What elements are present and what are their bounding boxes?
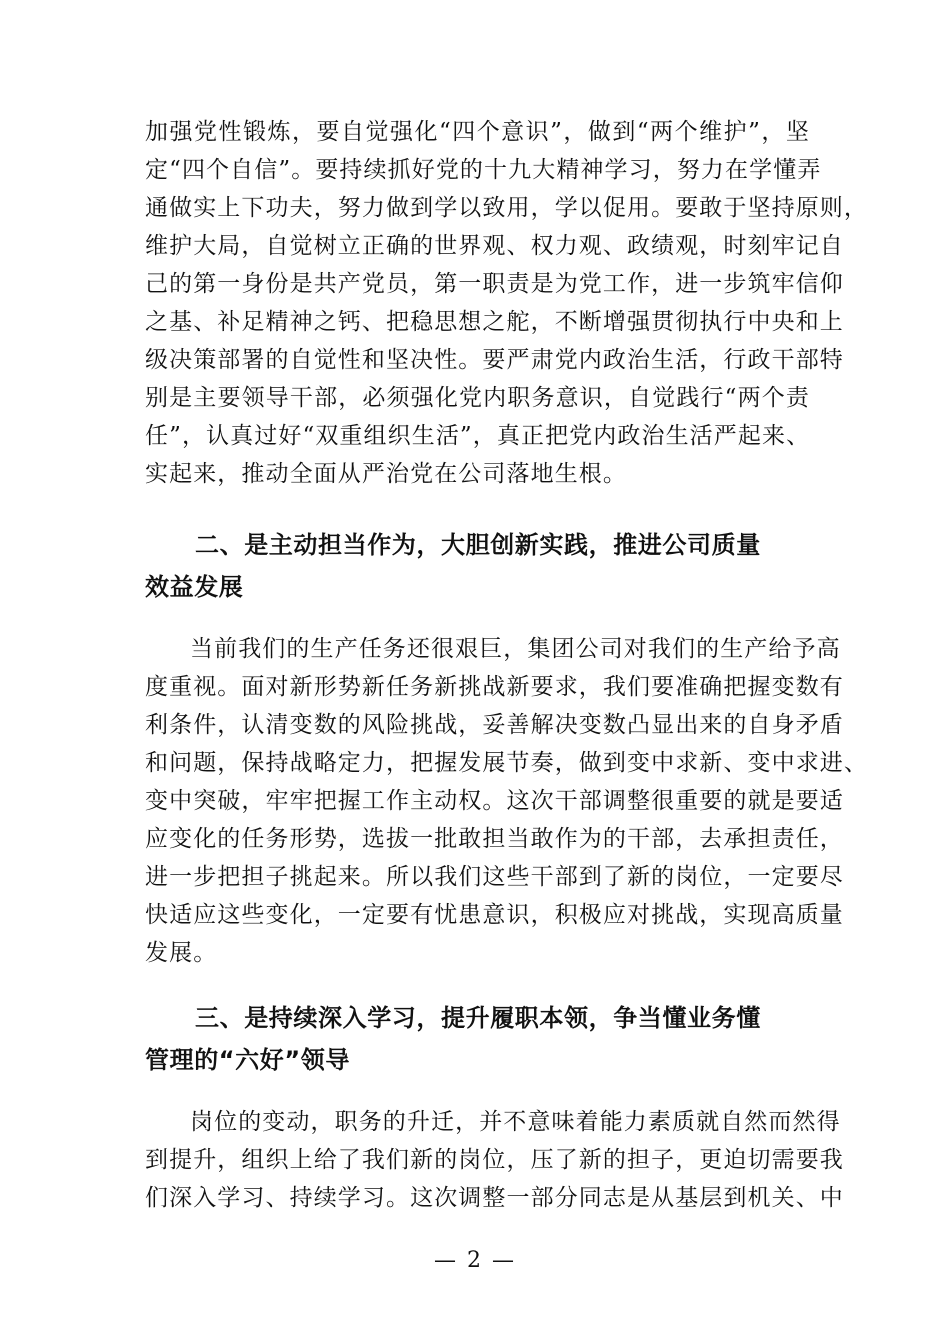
text-line: 己的第一身份是共产党员，第一职责是为党工作，进一步筑牢信仰 — [145, 271, 844, 297]
text-line: 度重视。面对新形势新任务新挑战新要求，我们要准确把握变数有 — [145, 674, 844, 700]
text-line: 和问题，保持战略定力，把握发展节奏，做到变中求新、变中求进、 — [145, 750, 868, 776]
text-line: 利条件，认清变数的风险挑战，妥善解决变数凸显出来的自身矛盾 — [145, 712, 844, 738]
text-line: 定“四个自信”。要持续抓好党的十九大精神学习，努力在学懂弄 — [145, 157, 822, 183]
text-line: 们深入学习、持续学习。这次调整一部分同志是从基层到机关、中 — [145, 1185, 844, 1211]
text-line: 加强党性锻炼，要自觉强化“四个意识”，做到“两个维护”，坚 — [145, 119, 810, 145]
heading-line: 效益发展 — [145, 573, 244, 601]
text-line: 应变化的任务形势，选拔一批敢担当敢作为的干部，去承担责任， — [145, 826, 844, 852]
text-line: 变中突破，牢牢把握工作主动权。这次干部调整很重要的就是要适 — [145, 788, 844, 814]
text-line: 进一步把担子挑起来。所以我们这些干部到了新的岗位，一定要尽 — [145, 864, 844, 890]
text-line: 维护大局，自觉树立正确的世界观、权力观、政绩观，时刻牢记自 — [145, 233, 844, 259]
heading-line: 管理的“六好”领导 — [145, 1046, 350, 1074]
text-line: 发展。 — [145, 940, 218, 966]
text-line: 任”，认真过好“双重组织生活”，真正把党内政治生活严起来、 — [145, 423, 811, 449]
text-line: 级决策部署的自觉性和坚决性。要严肃党内政治生活，行政干部特 — [145, 347, 844, 373]
text-line: 到提升，组织上给了我们新的岗位，压了新的担子，更迫切需要我 — [145, 1147, 844, 1173]
text-line: 当前我们的生产任务还很艰巨，集团公司对我们的生产给予高 — [190, 636, 841, 662]
text-line: 岗位的变动，职务的升迁，并不意味着能力素质就自然而然得 — [190, 1109, 841, 1135]
page-number: — 2 — — [434, 1248, 516, 1273]
text-line: 通做实上下功夫，努力做到学以致用，学以促用。要敢于坚持原则， — [145, 195, 868, 221]
text-line: 实起来，推动全面从严治党在公司落地生根。 — [145, 461, 627, 487]
text-line: 之基、补足精神之钙、把稳思想之舵，不断增强贯彻执行中央和上 — [145, 309, 844, 335]
text-line: 别是主要领导干部，必须强化党内职务意识，自觉践行“两个责 — [145, 385, 810, 411]
text-line: 快适应这些变化，一定要有忧患意识，积极应对挑战，实现高质量 — [145, 902, 844, 928]
heading-line: 三、是持续深入学习，提升履职本领，争当懂业务懂 — [195, 1004, 761, 1032]
heading-line: 二、是主动担当作为，大胆创新实践，推进公司质量 — [195, 531, 761, 559]
